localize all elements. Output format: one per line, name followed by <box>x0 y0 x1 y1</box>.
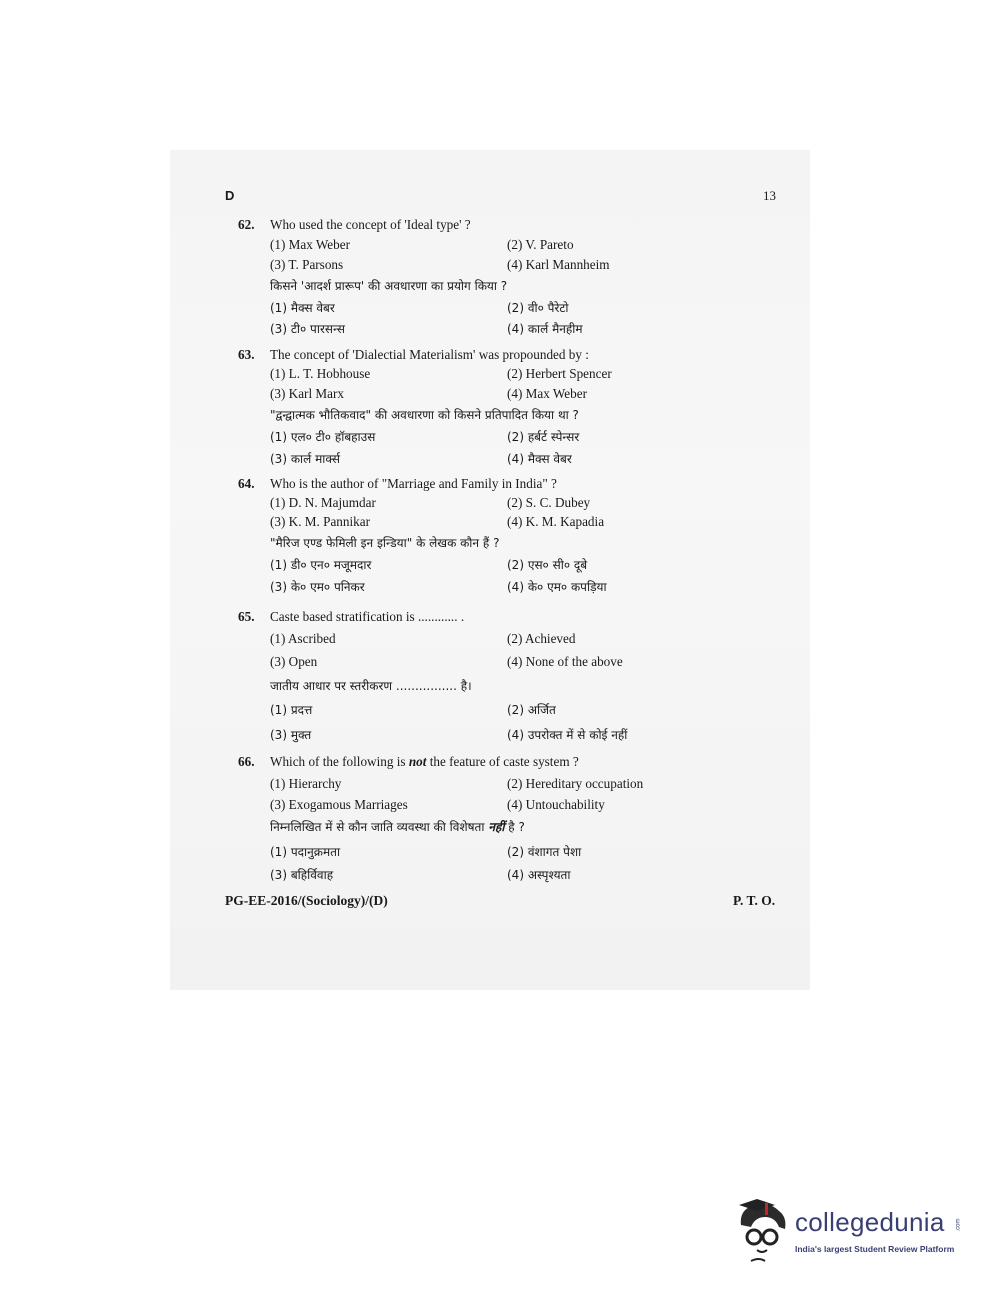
option-2-en: (2) V. Pareto <box>507 237 574 252</box>
option-3-hi: (3) के० एम० पनिकर <box>270 580 365 594</box>
option-2-hi: (2) अर्जित <box>507 703 556 717</box>
option-3-en: (3) K. M. Pannikar <box>270 514 370 529</box>
please-turn-over: P. T. O. <box>733 893 776 908</box>
option-1-en: (1) Ascribed <box>270 631 336 646</box>
option-3-hi: (3) मुक्त <box>270 728 312 742</box>
option-1-hi: (1) एल० टी० हॉबहाउस <box>270 430 376 444</box>
question-number: 64. <box>238 476 255 491</box>
collegedunia-logo-icon <box>735 1195 795 1265</box>
question-text-hi-pre: निम्नलिखित में से कौन जाति व्यवस्था की विशेषता <box>270 820 489 834</box>
question-text-en: Caste based stratification is ............ . <box>270 609 465 624</box>
option-4-en: (4) Karl Mannheim <box>507 257 610 272</box>
question-text-en: Who is the author of "Marriage and Family in India" ? <box>270 476 557 491</box>
scanned-page-background <box>170 150 810 990</box>
option-1-hi: (1) पदानुक्रमता <box>270 845 341 859</box>
question-text-hi: किसने 'आदर्श प्रारूप' की अवधारणा का प्रयोग किया ? <box>270 279 508 293</box>
option-3-en: (3) Exogamous Marriages <box>270 797 408 812</box>
option-1-en: (1) Hierarchy <box>270 776 342 791</box>
question-text-hi: जातीय आधार पर स्तरीकरण ................ है। <box>270 679 472 693</box>
option-4-hi: (4) मैक्स वेबर <box>507 452 572 466</box>
brand-suffix: .com <box>955 1218 962 1232</box>
option-3-hi: (3) कार्ल मार्क्स <box>270 452 340 466</box>
question-text-hi: "मैरिज एण्ड फेमिली इन इन्डिया" के लेखक कौन हैं ? <box>270 536 500 550</box>
question-number: 66. <box>238 754 255 769</box>
option-3-en: (3) Karl Marx <box>270 386 344 401</box>
question-text-en: The concept of 'Dialectial Materialism' was propounded by : <box>270 347 589 362</box>
question-text-en: Who used the concept of 'Ideal type' ? <box>270 217 471 232</box>
question-number: 62. <box>238 217 255 232</box>
option-4-hi: (4) उपरोक्त में से कोई नहीं <box>507 728 628 742</box>
page-number: 13 <box>763 188 776 203</box>
question-text-hi-post: है ? <box>504 820 525 834</box>
booklet-series: D <box>225 188 235 203</box>
question-text-en <box>270 754 579 770</box>
question-text-hi-emphasis: नहीं <box>488 820 505 834</box>
option-2-hi: (2) एस० सी० दूबे <box>507 558 588 572</box>
question-text-en-pre: Which of the following is <box>270 754 409 769</box>
brand-tagline: India's largest Student Review Platform <box>795 1244 955 1254</box>
option-2-en: (2) S. C. Dubey <box>507 495 591 510</box>
option-3-en: (3) Open <box>270 654 318 669</box>
question-text-en-emphasis: not <box>408 754 427 769</box>
option-3-hi: (3) टी० पारसन्स <box>270 322 345 336</box>
option-2-en: (2) Herbert Spencer <box>507 366 612 381</box>
option-2-en: (2) Hereditary occupation <box>507 776 644 791</box>
option-4-en: (4) None of the above <box>507 654 623 669</box>
question-number: 65. <box>238 609 255 624</box>
option-1-hi: (1) प्रदत्त <box>270 703 313 717</box>
option-3-hi: (3) बहिर्विवाह <box>270 868 334 882</box>
option-2-hi: (2) वंशागत पेशा <box>507 845 582 859</box>
option-2-en: (2) Achieved <box>507 631 576 646</box>
option-1-en: (1) Max Weber <box>270 237 350 252</box>
option-4-en: (4) Max Weber <box>507 386 587 401</box>
option-1-hi: (1) मैक्स वेबर <box>270 301 335 315</box>
question-number: 63. <box>238 347 255 362</box>
option-1-hi: (1) डी० एन० मजूमदार <box>270 558 372 572</box>
option-4-hi: (4) कार्ल मैनहीम <box>507 322 583 336</box>
question-text-hi: "द्वन्द्वात्मक भौतिकवाद" की अवधारणा को किसने प्रतिपादित किया था ? <box>270 408 579 422</box>
option-2-hi: (2) हर्बर्ट स्पेन्सर <box>507 430 580 444</box>
option-1-en: (1) L. T. Hobhouse <box>270 366 371 381</box>
option-1-en: (1) D. N. Majumdar <box>270 495 376 510</box>
brand-name: collegedunia <box>795 1207 945 1237</box>
option-2-hi: (2) वी० पैरेटो <box>507 301 569 315</box>
option-4-en: (4) K. M. Kapadia <box>507 514 605 529</box>
option-4-hi: (4) के० एम० कपड़िया <box>507 580 607 594</box>
option-4-en: (4) Untouchability <box>507 797 605 812</box>
option-4-hi: (4) अस्पृश्यता <box>507 868 571 882</box>
paper-code: PG-EE-2016/(Sociology)/(D) <box>225 893 388 908</box>
question-text-hi <box>270 818 525 835</box>
option-3-en: (3) T. Parsons <box>270 257 344 272</box>
question-text-en-post: the feature of caste system ? <box>426 754 579 769</box>
